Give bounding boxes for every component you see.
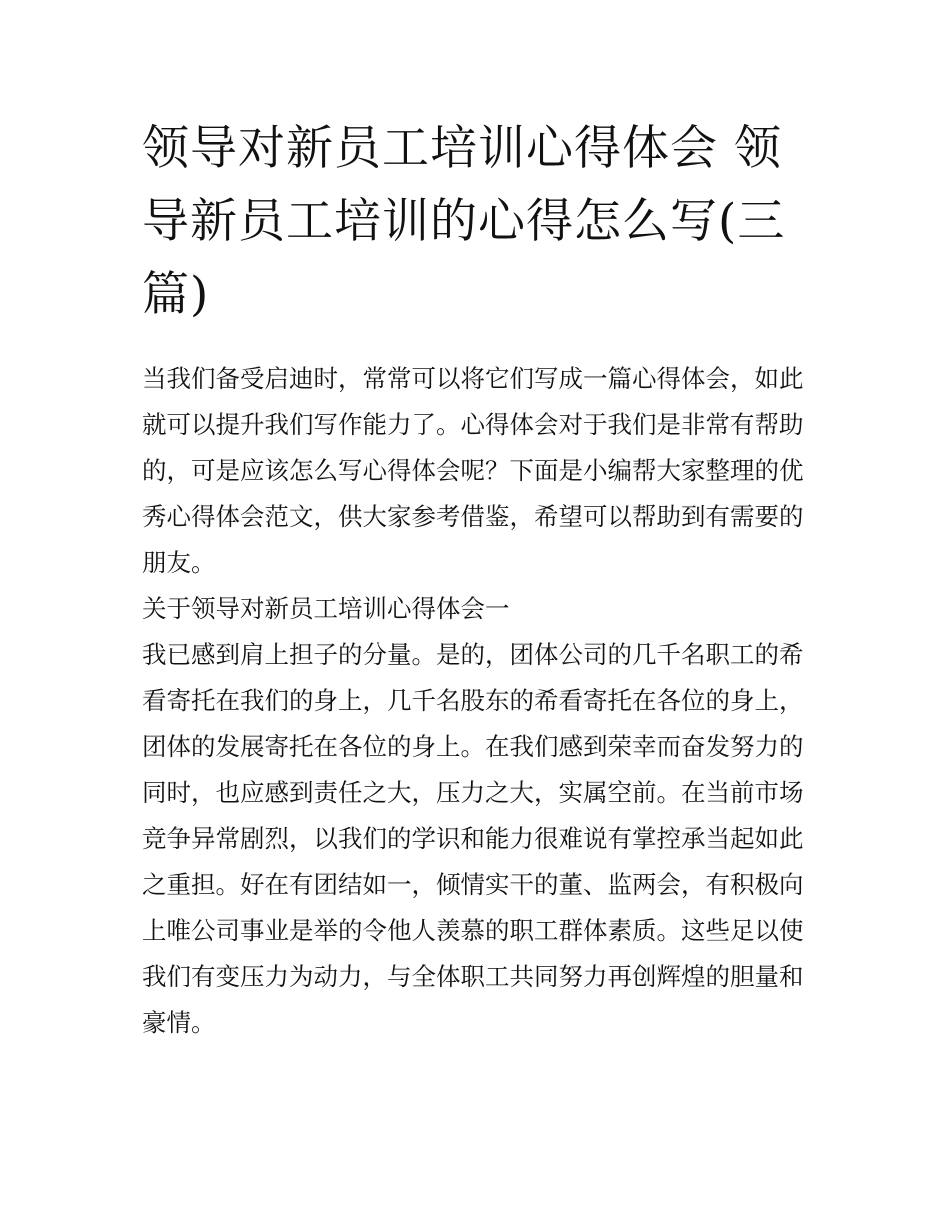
document-title: 领导对新员工培训心得体会 领导新员工培训的心得怎么写(三篇) <box>142 121 786 322</box>
document-body <box>142 356 814 1046</box>
intro-paragraph: 当我们备受启迪时，常常可以将它们写成一篇心得体会，如此就可以提升我们写作能力了。心得体会对于我们是非常有帮助的，可是应该怎么写心得体会呢？下面是小编帮大家整理的优秀心得体会范文，供大家参考借鉴，希望可以帮助到有需要的朋友。 <box>142 364 804 577</box>
section-paragraph: 我已感到肩上担子的分量。是的，团体公司的几千名职工的希看寄托在我们的身上，几千名股东的希看寄托在各位的身上，团体的发展寄托在各位的身上。在我们感到荣幸而奋发努力的同时，也应感到责任之大，压力之大，实属空前。在当前市场竞争异常剧烈，以我们的学识和能力很难说有掌控承当起如此之重担。好在有团结如一，倾情实干的董、监两会，有积极向上唯公司事业是举的令他人羡慕的职工群体素质。这些足以使我们有变压力为动力，与全体职工共同努力再创辉煌的胆量和豪情。 <box>142 640 804 1037</box>
section-heading: 关于领导对新员工培训心得体会一 <box>142 594 510 623</box>
